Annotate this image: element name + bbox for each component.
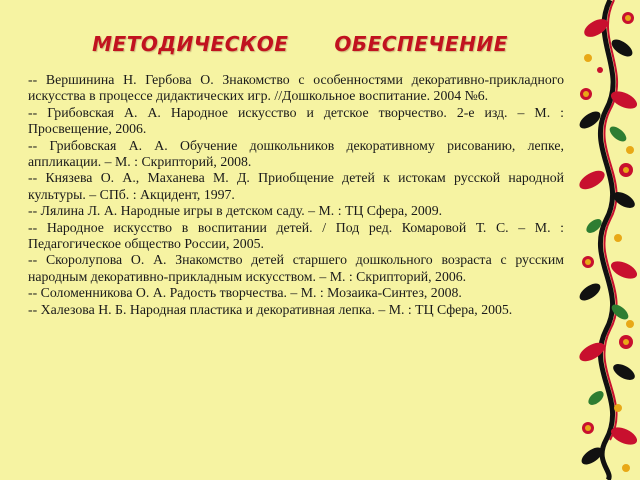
title-word-2: ОБЕСПЕЧЕНИЕ (334, 32, 508, 56)
vine-stem (600, 0, 613, 480)
reference-item: -- Вершинина Н. Гербова О. Знакомство с особенностями декоративно-прикладного искусства в процессе дидактических игр. //Дошкольное воспитание. 2004 №6. (28, 72, 564, 104)
reference-list (28, 72, 564, 318)
reference-item: -- Князева О. А., Маханева М. Д. Приобщение детей к истокам русской народной культуры. – СПб. : Акцидент, 1997. (28, 170, 564, 202)
reference-item: -- Грибовская А. А. Обучение дошкольников декоративному рисованию, лепке, аппликации. – М. : Скрипторий, 2008. (28, 137, 564, 170)
khokhloma-ornament-border (570, 0, 640, 480)
reference-item: -- Халезова Н. Б. Народная пластика и декоративная лепка. – М. : ТЦ Сфера, 2005. (28, 301, 513, 317)
reference-item: -- Лялина Л. А. Народные игры в детском саду. – М. : ТЦ Сфера, 2009. (28, 203, 443, 219)
reference-item: -- Скоролупова О. А. Знакомство детей старшего дошкольного возраста с русским народным декоративно-прикладным искусством. – М. : Скрипторий, 2006. (28, 252, 564, 284)
ornament-cluster-2 (577, 88, 640, 154)
title-word-1: МЕТОДИЧЕСКОЕ (92, 32, 289, 56)
reference-item: -- Соломенникова О. А. Радость творчества. – М. : Мозаика-Синтез, 2008. (28, 285, 462, 301)
reference-item: -- Грибовская А. А. Народное искусство и детское творчество. 2-е изд. – М. : Просвещение, 2006. (28, 104, 564, 137)
reference-item: -- Народное искусство в воспитании детей. / Под ред. Комаровой Т. С. – М. : Педагогическое общество России, 2005. (28, 219, 564, 252)
page-title (0, 32, 600, 56)
